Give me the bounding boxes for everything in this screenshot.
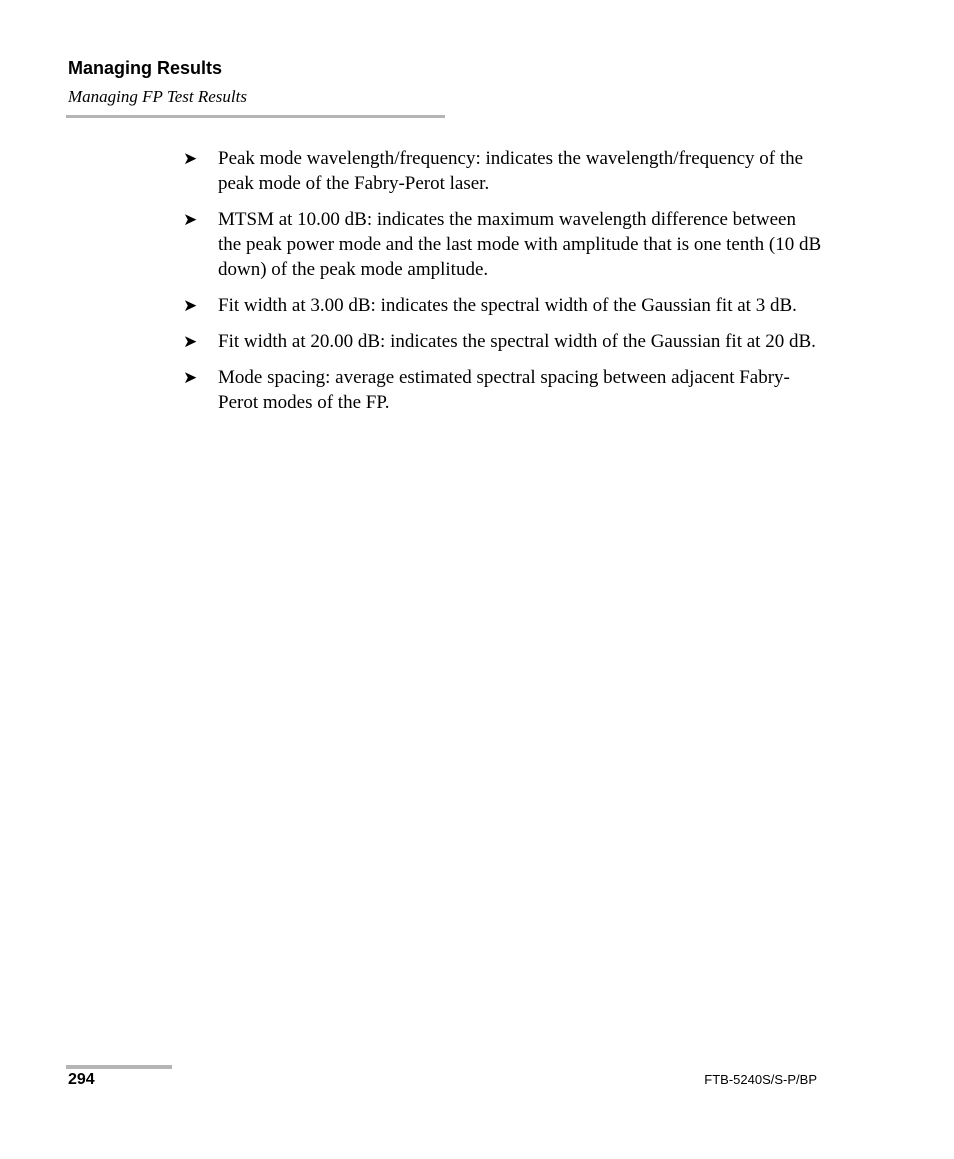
page-number: 294 [68,1071,95,1088]
list-item-text: MTSM at 10.00 dB: indicates the maximum wavelength difference between the peak power mode and the last mode with amplitude that is one tenth (10 dB down) of the peak mode amplitude. [218,209,822,280]
section-subtitle: Managing FP Test Results [68,87,247,106]
list-item [183,365,823,415]
definition-list [183,146,823,426]
arrowhead-right-icon: ➤ [183,149,198,169]
arrowhead-right-icon: ➤ [183,210,198,230]
list-item [183,329,823,354]
chapter-title: Managing Results [68,58,223,78]
list-item-text: Peak mode wavelength/frequency: indicates the wavelength/frequency of the peak mode of the Fabry-Perot laser. [218,148,804,194]
list-item-text: Fit width at 3.00 dB: indicates the spectral width of the Gaussian fit at 3 dB. [218,295,797,316]
list-item-text: Mode spacing: average estimated spectral spacing between adjacent Fabry-Perot modes of the FP. [218,367,790,413]
footer-divider [66,1065,172,1069]
list-item [183,207,823,282]
arrowhead-right-icon: ➤ [183,296,198,316]
document-id: FTB-5240S/S-P/BP [704,1072,817,1087]
arrowhead-right-icon: ➤ [183,332,198,352]
list-item-text: Fit width at 20.00 dB: indicates the spectral width of the Gaussian fit at 20 dB. [218,331,816,352]
header-divider [66,115,445,118]
list-item [183,293,823,318]
arrowhead-right-icon: ➤ [183,368,198,388]
list-item [183,146,823,196]
